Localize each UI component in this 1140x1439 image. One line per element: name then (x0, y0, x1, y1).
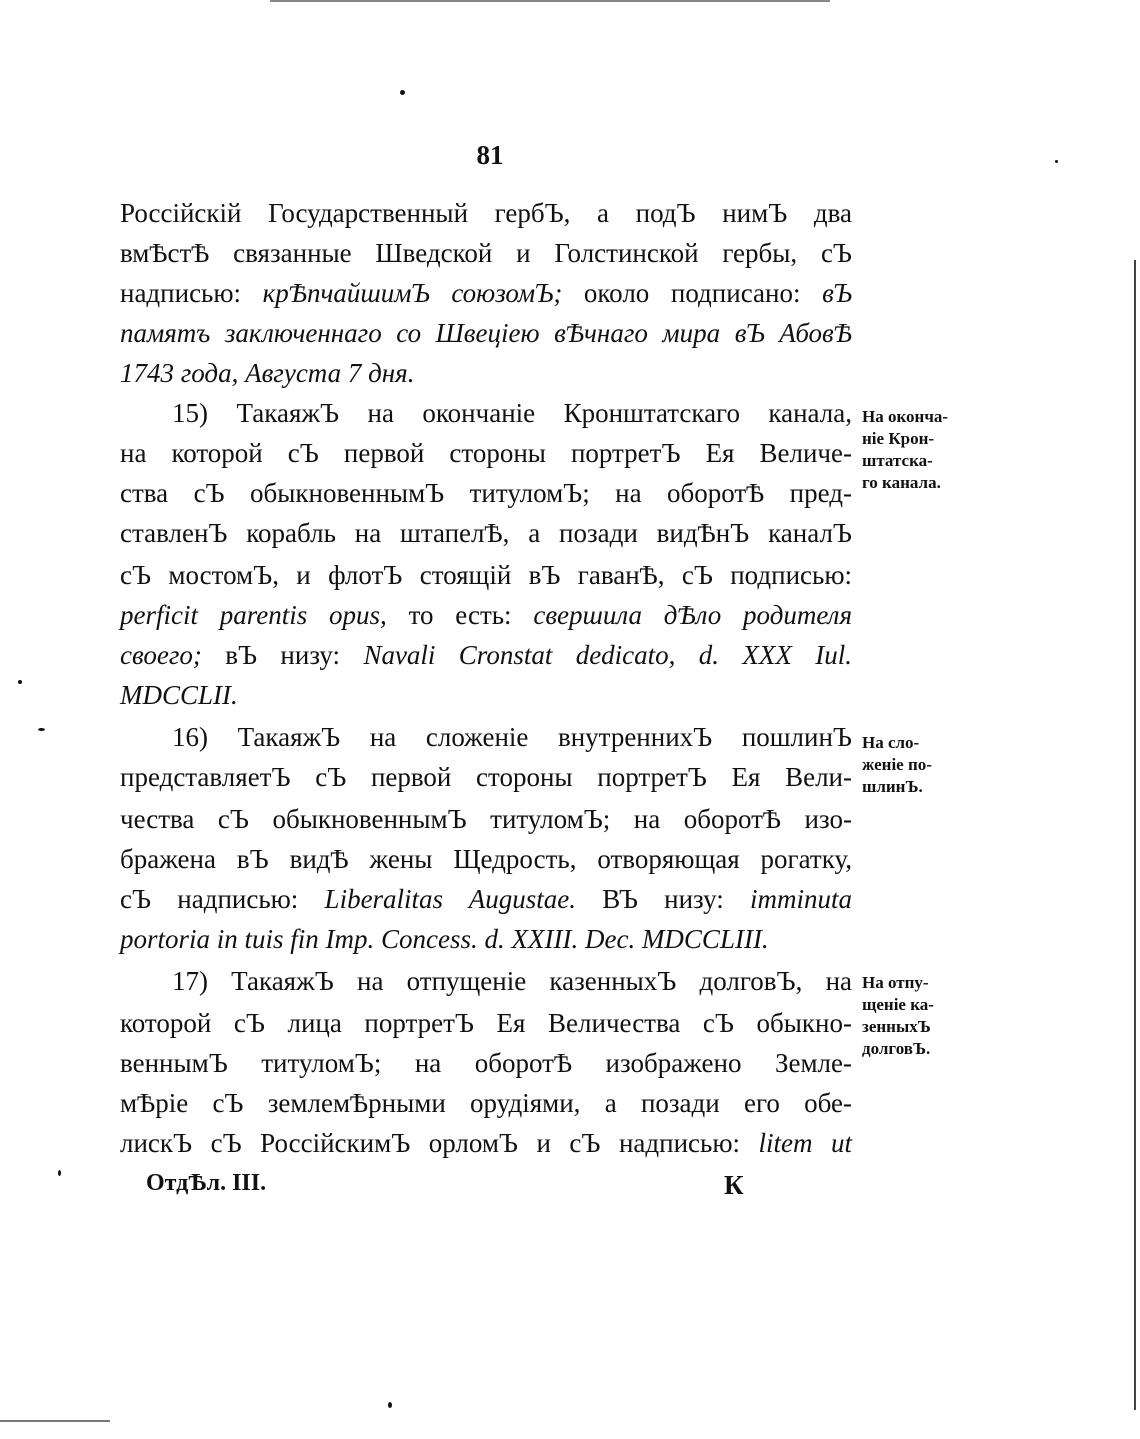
body-line: 17) ТакаяжЪ на отпущеніе казенныхЪ долговЪ, на (172, 966, 852, 996)
top-scan-rule (270, 0, 830, 2)
body-text: около подписано: (583, 278, 801, 308)
body-line: бражена вЪ видѢ жены Щедрость, отворяющая рогатку, (120, 844, 852, 874)
scan-speck (1055, 160, 1058, 163)
body-line: 15) ТакаяжЪ на окончаніе Кронштатскаго канала, (172, 398, 852, 428)
scan-speck (58, 1170, 61, 1176)
body-line: на которой сЪ первой стороны портретЪ Ея Величе- (120, 438, 852, 468)
body-line: вмѢстѢ связанные Шведской и Голстинской гербы, сЪ (120, 238, 852, 268)
scan-speck (38, 728, 45, 731)
body-text: сЪ надписью: (120, 884, 299, 914)
italic-text: вЪ (822, 278, 853, 308)
footer-section: ОтдѢл. III. (146, 1170, 267, 1196)
italic-text: крѢпчайшимЪ союзомЪ; (262, 278, 563, 308)
margin-note-line: ніе Крон- (862, 429, 935, 448)
body-line (120, 600, 852, 630)
margin-note-duties (862, 732, 980, 798)
body-line (120, 1128, 852, 1158)
page-number: 81 (476, 140, 504, 170)
body-line: которой сЪ лица портретЪ Ея Величества сЪ обыкно- (120, 1008, 852, 1038)
margin-note-line: На оконча- (862, 407, 949, 426)
footer-signature: К (724, 1170, 744, 1200)
body-text: то есть: (408, 600, 512, 630)
body-line: ства сЪ обыкновеннымЪ титуломЪ; на оборотѢ пред- (120, 478, 852, 508)
body-text: ВЪ низу: (602, 884, 724, 914)
body-line: portoria in tuis fin Imp. Concess. d. XXIII. Dec. MDCCLIII. (120, 924, 769, 954)
margin-note-line: го канала. (862, 473, 941, 492)
italic-text: Navali Cronstat dedicato, d. XXX Iul. (363, 640, 852, 670)
body-line: представляетЪ сЪ первой стороны портретЪ Ея Вели- (120, 762, 852, 792)
body-line (120, 884, 852, 914)
margin-note-line: женіе по- (862, 755, 932, 774)
margin-note-line: долговЪ. (862, 1039, 931, 1058)
body-line: веннымЪ титуломЪ; на оборотѢ изображено Земле- (120, 1048, 852, 1078)
body-text: лискЪ сЪ РоссійскимЪ орломЪ и сЪ надписью: (120, 1128, 741, 1158)
italic-text: своего; (120, 640, 202, 670)
body-line (120, 278, 852, 308)
margin-note-line: На отпу- (862, 973, 929, 992)
scan-speck (388, 1402, 392, 1408)
body-line: памятъ заключеннаго со Швеціею вѢчнаго мира вЪ АбовѢ (120, 318, 852, 348)
body-line: Россійскій Государственный гербЪ, а подЪ нимЪ два (120, 198, 852, 228)
body-text: надписью: (120, 278, 242, 308)
right-edge-rule (1134, 260, 1136, 1410)
margin-note-debts (862, 972, 980, 1060)
body-line: 16) ТакаяжЪ на сложеніе внутреннихЪ пошлинЪ (172, 722, 852, 752)
margin-note-line: зенныхЪ (862, 1017, 931, 1036)
margin-note-line: На сло- (862, 733, 920, 752)
body-line: MDCCLII. (120, 680, 238, 710)
bottom-left-rule (0, 1420, 110, 1422)
margin-note-line: щеніе ка- (862, 995, 934, 1014)
body-line: 1743 года, Августа 7 дня. (120, 358, 415, 388)
body-line: сЪ мостомЪ, и флотЪ стоящій вЪ гаванѢ, сЪ подписью: (120, 560, 852, 590)
body-line: ставленЪ корабль на штапелѢ, а позади видѢнЪ каналЪ (120, 518, 852, 548)
italic-text: perficit parentis opus, (120, 600, 387, 630)
italic-text: litem ut (758, 1128, 852, 1158)
italic-text: imminuta (750, 884, 853, 914)
scan-speck (18, 680, 22, 684)
scan-speck (400, 90, 405, 95)
italic-text: Liberalitas Augustae. (324, 884, 577, 914)
margin-note-line: штатска- (862, 451, 933, 470)
body-line: чества сЪ обыкновеннымЪ титуломЪ; на оборотѢ изо- (120, 804, 852, 834)
margin-note-line: шлинЪ. (862, 777, 923, 796)
body-text: вЪ низу: (225, 640, 341, 670)
margin-note-canal (862, 406, 980, 494)
body-line (120, 640, 852, 670)
body-line: мѢріе сЪ землемѢрными орудіями, а позади его обе- (120, 1088, 852, 1118)
italic-text: свершила дѢло родителя (533, 600, 852, 630)
